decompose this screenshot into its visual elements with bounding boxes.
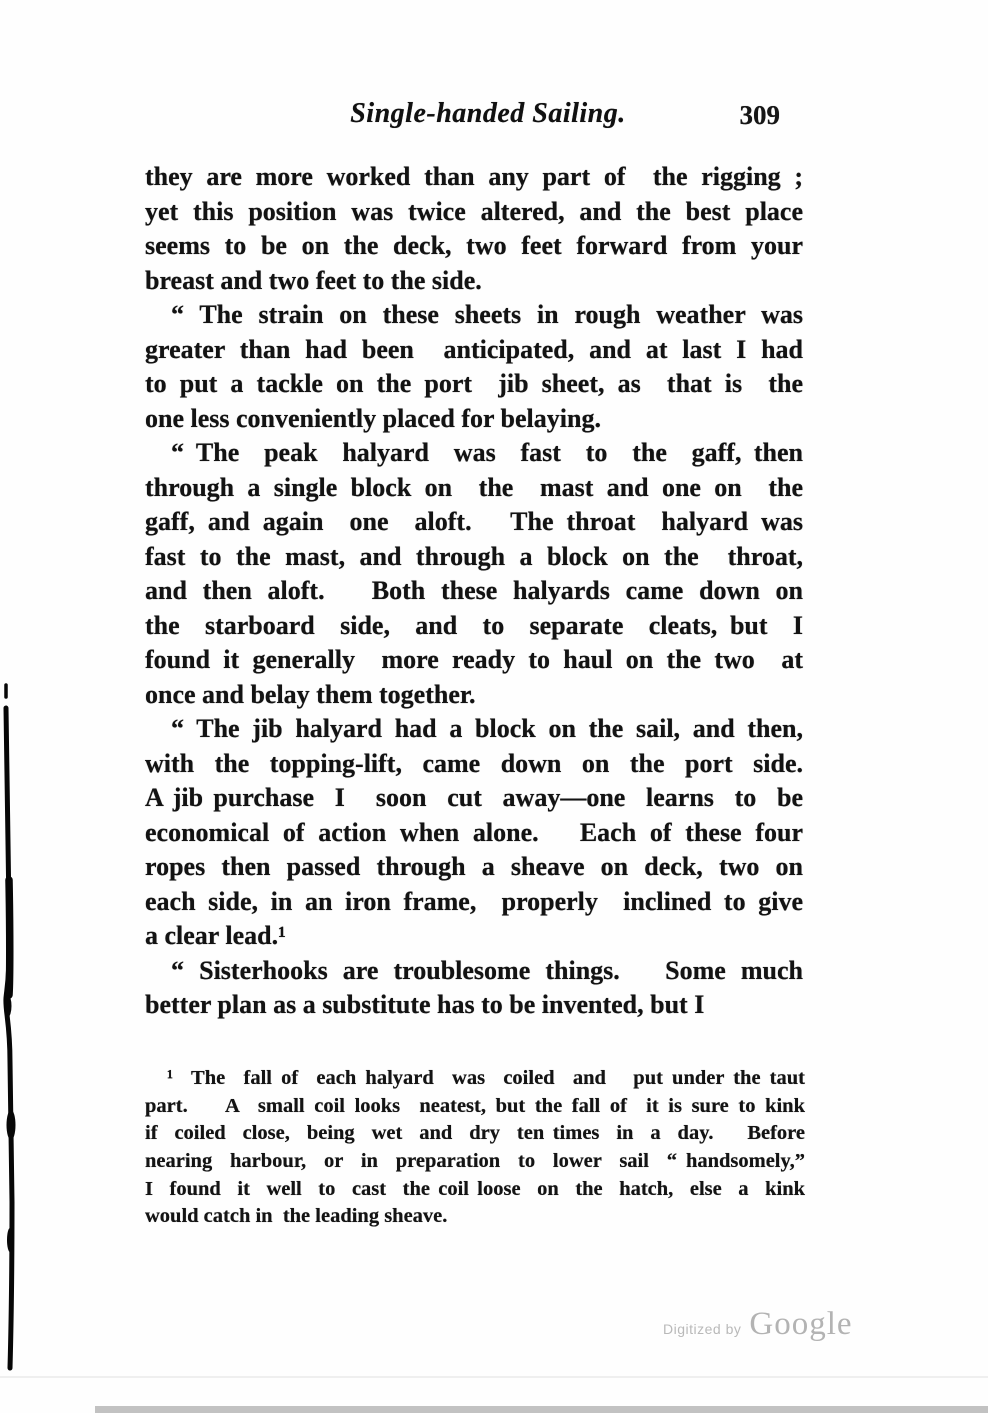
text-line: ropes then passed through a sheave on deck, two on: [145, 852, 803, 881]
google-watermark: [663, 1306, 883, 1343]
text-line: ¹ The fall of each halyard was coiled and put under the taut: [167, 1067, 805, 1089]
scan-artifact-left-line: [0, 680, 26, 1380]
text-line: gaff, and again one aloft. The throat halyard was: [145, 507, 803, 536]
text-line: breast and two feet to the side.: [145, 265, 482, 295]
text-line: part. A small coil looks neatest, but the fall of it is sure to kink: [145, 1094, 805, 1117]
digitized-by-label: Digitized by: [663, 1321, 742, 1337]
text-line: “ The peak halyard was fast to the gaff, then: [171, 438, 803, 467]
text-line: yet this position was twice altered, and the best place: [145, 196, 803, 226]
scan-artifact-bottom-bar: [95, 1406, 988, 1413]
text-line: greater than had been anticipated, and at last I had: [145, 334, 803, 364]
scan-artifact-page-edge: [0, 1376, 988, 1378]
text-line: fast to the mast, and through a block on the throat,: [145, 541, 803, 571]
text-line: each side, in an iron frame, properly inclined to give: [145, 886, 803, 916]
text-line: they are more worked than any part of the rigging ;: [145, 162, 803, 191]
text-line: the starboard side, and to separate cleats, but I: [145, 610, 803, 640]
footnote-text: [145, 1065, 805, 1231]
text-line: through a single block on the mast and one on the: [145, 472, 803, 502]
text-line: “ The jib halyard had a block on the sail, and then,: [171, 714, 803, 743]
text-line: found it generally more ready to haul on the two at: [145, 645, 803, 674]
text-line: I found it well to cast the coil loose on the hatch, else a kink: [145, 1177, 805, 1200]
google-logo: Google: [749, 1306, 853, 1342]
text-line: once and belay them together.: [145, 679, 476, 709]
running-head: [145, 98, 803, 130]
text-line: and then aloft. Both these halyards came down on: [145, 576, 803, 605]
text-line: economical of action when alone. Each of these four: [145, 817, 803, 847]
text-line: nearing harbour, or in preparation to lower sail “ handsomely,”: [145, 1150, 805, 1173]
text-line: better plan as a substitute has to be invented, but I: [145, 990, 705, 1019]
text-line: “ Sisterhooks are troublesome things. Some much: [171, 955, 803, 985]
text-line: one less conveniently placed for belaying.: [145, 403, 601, 433]
page-title: Single-handed Sailing.: [350, 98, 626, 129]
text-line: with the topping-lift, came down on the port side.: [145, 748, 803, 778]
text-line: seems to be on the deck, two feet forward from your: [145, 231, 803, 260]
text-line: would catch in the leading sheave.: [145, 1205, 448, 1228]
text-line: if coiled close, being wet and dry ten times in a day. Before: [145, 1122, 805, 1145]
body-text: [145, 160, 803, 1023]
text-line: A jib purchase I soon cut away—one learns to be: [145, 783, 803, 812]
page-number: 309: [739, 100, 780, 130]
text-line: to put a tackle on the port jib sheet, as that is the: [145, 369, 803, 398]
text-line: a clear lead.¹: [145, 921, 286, 950]
text-line: “ The strain on these sheets in rough weather was: [171, 300, 803, 329]
